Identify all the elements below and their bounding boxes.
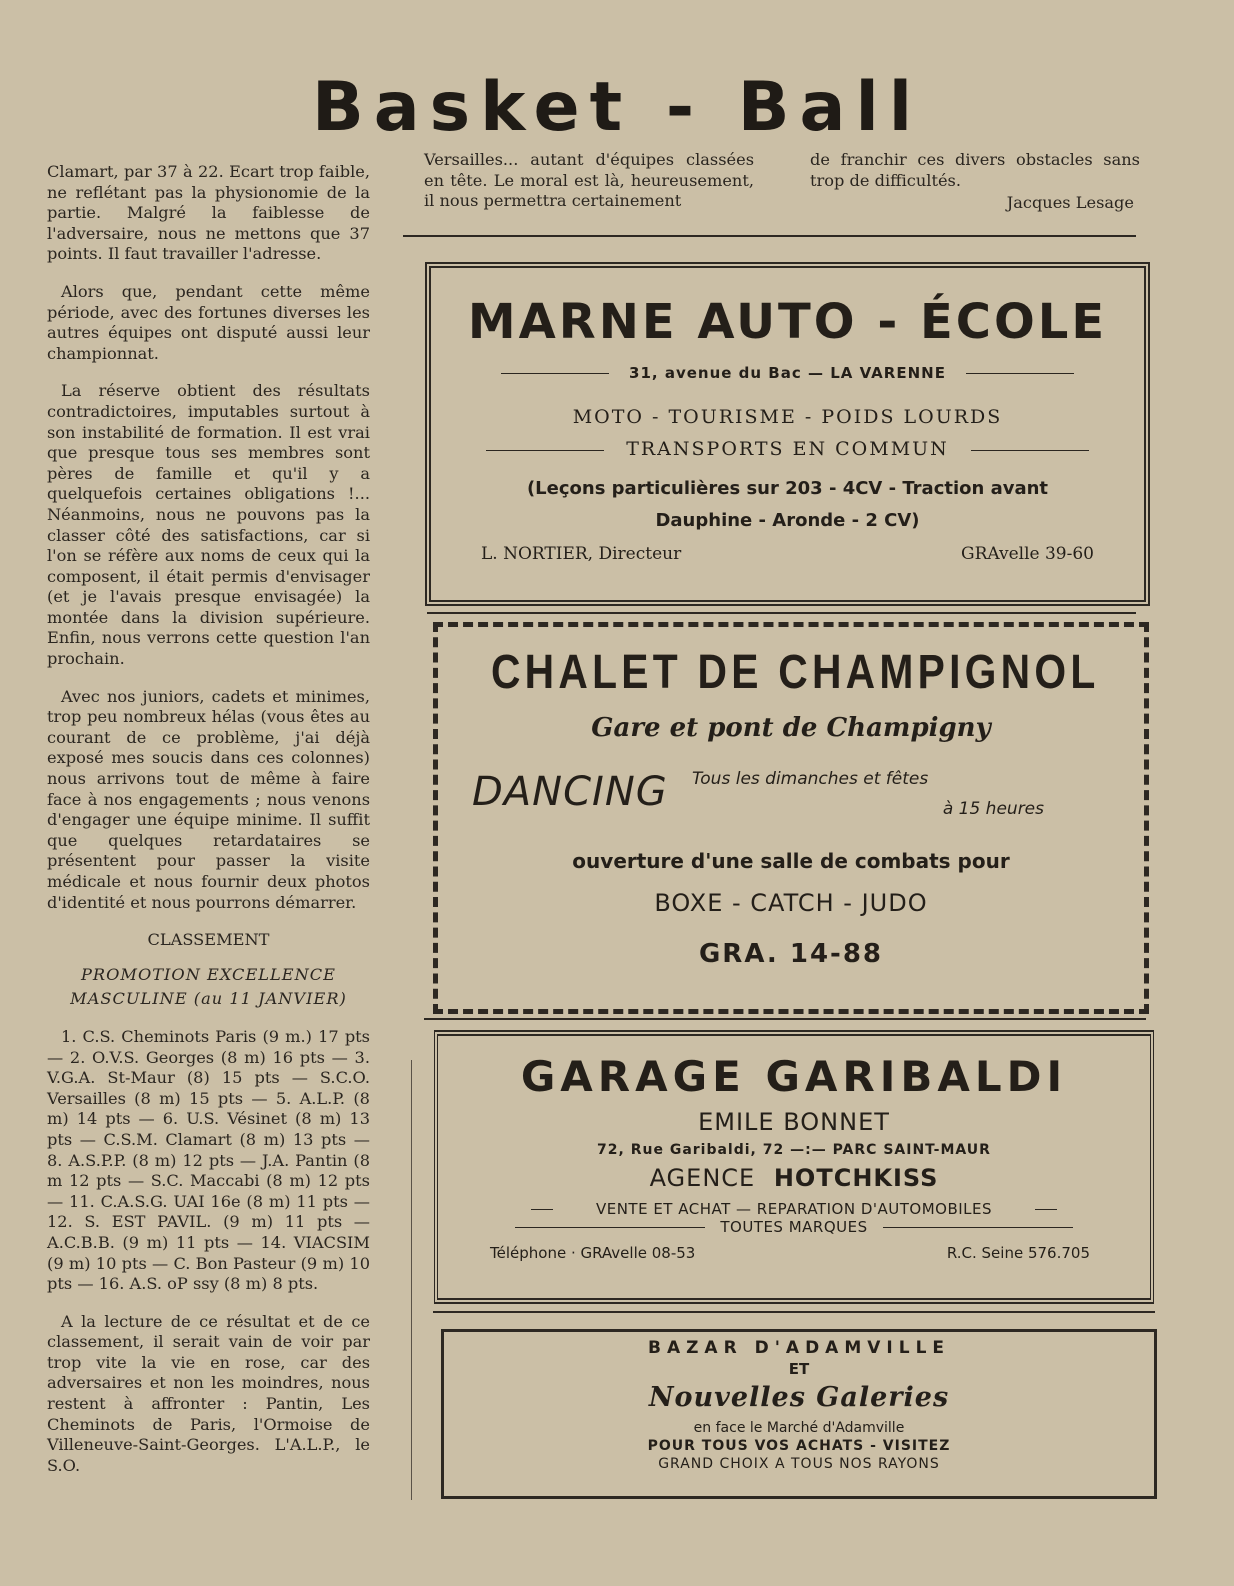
ad1-address: 31, avenue du Bac — LA VARENNE [629,364,946,382]
rule-ad3-bottom [433,1311,1155,1313]
classement-heading: CLASSEMENT [147,930,270,950]
page-title: Basket - Ball [311,68,923,147]
ad3-owner: EMILE BONNET [698,1108,890,1136]
middle-paragraph: Versailles... autant d'équipes classées en tête. Le moral est là, heureusement, il nous permettra certainement [424,150,754,211]
middle-column-text [424,150,754,229]
ad2-dancing: DANCING [472,769,668,815]
ad2-subtitle: Gare et pont de Champigny [591,713,991,743]
ad3-marques: TOUTES MARQUES [720,1218,868,1236]
ad3-rule-left [515,1227,705,1228]
standings-paragraph: 1. C.S. Cheminots Paris (9 m.) 17 pts — 2. O.V.S. Georges (8 m) 16 pts — 3. V.G.A. St-Maur (8) 15 pts — S.C.O. Versailles (8 m) 15 pts — 5. A.L.P. (8 m) 14 pts — 6. U.S. Vésinet (8 m) 13 pts — C.S.M. Clamart (8 m) 13 pts — 8. A.S.P.P. (8 m) 12 pts — J.A. Pantin (8 m 12 pts — S.C. Maccabi (8 m) 12 pts — 11. C.A.S.G. UAI 16e (8 m) 11 pts — 12. S. EST PAVIL. (9 m) 11 pts — A.C.B.B. (9 m) 11 pts — 14. VIACSIM (9 m) 10 pts — C. Bon Pasteur (9 m) 10 pts — 16. A.S. oP ssy (8 m) 8 pts. [47,1026,370,1294]
ad3-rule-right [883,1227,1073,1228]
ad-marne-auto-ecole [425,262,1150,606]
ad3-rc: R.C. Seine 576.705 [946,1244,1090,1262]
ad1-rule-right-2 [971,450,1089,451]
ad2-times-2: à 15 heures [942,799,1044,819]
right-paragraph: de franchir ces divers obstacles sans trop de difficultés. [810,150,1140,190]
ad2-opening: ouverture d'une salle de combats pour [572,849,1010,873]
paragraph-1: Clamart, par 37 à 22. Ecart trop faible, ne reflétant pas la physionomie de la partie. Malgré la faiblesse de l'adversaire, nous ne mettons que 37 points. Il faut travailler l'adresse. [47,162,370,264]
column-divider [411,1060,412,1500]
ad1-transports-row [431,438,1144,460]
ad3-dash-left [531,1209,553,1210]
left-column [47,162,370,1493]
masculine-heading: MASCULINE (au 11 JANVIER) [70,989,347,1009]
ad3-address: 72, Rue Garibaldi, 72 —:— PARC SAINT-MAUR [597,1142,991,1158]
ad1-lessons-1: (Leçons particulières sur 203 - 4CV - Traction avant [526,478,1049,499]
ad1-heading: MARNE AUTO - ÉCOLE [467,294,1108,350]
ad1-rule-left-2 [486,450,604,451]
ad1-rule-right [966,373,1074,374]
ad1-rule-left [501,373,609,374]
ad3-dash-right [1035,1209,1057,1210]
signature: Jacques Lesage [1006,193,1134,213]
paragraph-3: La réserve obtient des résultats contradictoires, imputables surtout à son instabilité de formation. Il est vrai que presque tous ses membres sont pères de famille et qu'il y a quelquefois certaines obligations !... Néanmoins, nous ne pouvons pas la classer côté des satisfactions, car si l'on se réfère aux noms de ceux qui la composent, il était permis d'envisager (et je l'avais presque envisagée) la montée dans la division supérieure. Enfin, nous verrons cette question l'an prochain. [47,381,370,669]
ad3-agency-brand: HOTCHKISS [773,1164,939,1192]
ad-chalet-de-champignol [433,622,1149,1014]
rule-ad1-bottom [427,612,1136,614]
ad1-phone: GRAvelle 39-60 [961,544,1094,564]
ad-garage-garibaldi [434,1030,1154,1304]
ad4-location: en face le Marché d'Adamville [693,1420,905,1436]
ad4-heading: BAZAR D'ADAMVILLE [647,1338,951,1358]
ad2-phone: GRA. 14-88 [698,939,884,969]
ad4-visit: POUR TOUS VOS ACHATS - VISITEZ [647,1438,951,1454]
ad3-agency [438,1164,1150,1192]
ad3-agency-label: AGENCE [649,1164,756,1192]
ad3-phone: Téléphone · GRAvelle 08-53 [490,1244,696,1262]
rule-ad2-bottom [424,1018,1146,1020]
paragraph-4: Avec nos juniors, cadets et minimes, trop peu nombreux hélas (vous êtes au courant de ce problème, j'ai déjà exposé mes soucis dans ces colonnes) nous arrivons tout de même à faire face à nos engagements ; nous venons d'engager une équipe minime. Il suffit que quelques retardataires se présentent pour passer la visite médicale et nous fournir deux photos d'identité et nous pourrons démarrer. [47,686,370,912]
ad-bazar-adamville [441,1329,1157,1499]
ad3-services-row [438,1200,1150,1218]
ad3-heading: GARAGE GARIBALDI [520,1052,1068,1101]
ad4-et: ET [788,1360,810,1378]
ad1-categories: MOTO - TOURISME - POIDS LOURDS [572,406,1003,428]
ad1-lessons-2: Dauphine - Aronde - 2 CV) [655,510,920,531]
ad4-galeries: Nouvelles Galeries [648,1382,950,1413]
rule-top [403,235,1136,237]
ad1-transports: TRANSPORTS EN COMMUN [626,438,949,460]
ad4-choice: GRAND CHOIX A TOUS NOS RAYONS [658,1456,940,1472]
ad3-services: VENTE ET ACHAT — REPARATION D'AUTOMOBILES [595,1200,993,1218]
ad3-marques-row [438,1218,1150,1236]
ad1-director: L. NORTIER, Directeur [481,544,682,564]
ad2-times-1: Tous les dimanches et fêtes [692,769,929,789]
promotion-heading: PROMOTION EXCELLENCE [81,964,336,984]
ad2-sports: BOXE - CATCH - JUDO [654,889,928,917]
right-column-text [810,150,1140,214]
paragraph-6: A la lecture de ce résultat et de ce classement, il serait vain de voir par trop vite la vie en rose, car des adversaires et non les moindres, nous restent à affronter : Pantin, Les Cheminots de Paris, l'Ormoise de Villeneuve-Saint-Georges. L'A.L.P., le S.O. [47,1311,370,1475]
paragraph-2: Alors que, pendant cette même période, avec des fortunes diverses les autres équipes ont disputé aussi leur championnat. [47,281,370,363]
ad2-heading: CHALET DE CHAMPIGNOL [490,646,1100,699]
ad1-address-row [431,364,1144,382]
